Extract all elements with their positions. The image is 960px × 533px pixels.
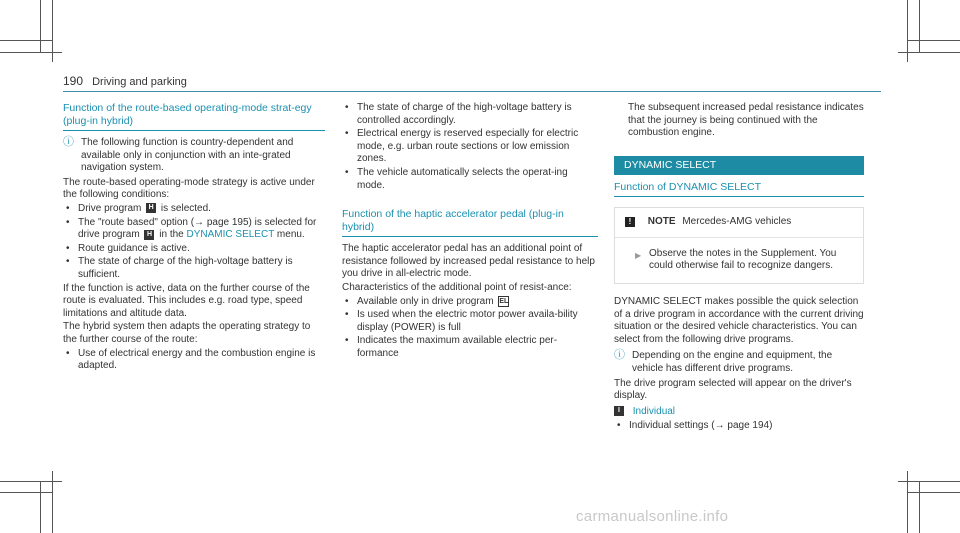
crop-mark [0, 40, 52, 41]
paragraph: The haptic accelerator pedal has an additional point of resistance followed by increased pedal resistance to help you drive in all-electric mode. [342, 243, 595, 280]
paragraph: If the function is active, data on the further course of the route is evaluated. This includes e.g. road type, speed limitations and altitude data. [63, 282, 310, 319]
crop-mark [908, 492, 960, 493]
section-banner: DYNAMIC SELECT [614, 156, 864, 175]
heading-rule [63, 130, 325, 131]
list-item: • Electrical energy is reserved especially for electric mode, e.g. urban route sections or low emission zones. [342, 128, 598, 166]
crop-mark [898, 52, 960, 53]
crop-mark [919, 481, 920, 533]
note-title: Mercedes-AMG vehicles [682, 216, 792, 228]
arrow-icon: ▶ [635, 250, 642, 260]
heading-rule [614, 196, 864, 197]
crop-mark [0, 481, 62, 482]
list-item: • Is used when the electric motor power availa-bility display (POWER) is full [342, 309, 598, 334]
note-text: Depending on the engine and equipment, the vehicle has different drive programs. [632, 350, 833, 375]
list-item: • The state of charge of the high-voltage battery is controlled accordingly. [342, 102, 598, 127]
column-1 [63, 102, 325, 374]
section-heading: Function of DYNAMIC SELECT [614, 180, 762, 193]
crop-mark [919, 0, 920, 52]
note-label: NOTE [647, 216, 676, 228]
electric-program-icon: EL [499, 297, 509, 305]
program-entry [614, 406, 864, 419]
list-item: • The "route based" option (→ page 195) is selected for drive program H in the DYNAMIC SELECT menu. [63, 217, 325, 242]
crop-mark [0, 492, 52, 493]
info-icon: ⓘ [614, 349, 625, 362]
list-item: • Indicates the maximum available electric per-formance [342, 335, 598, 360]
list-item: • Route guidance is active. [63, 243, 325, 256]
warning-icon: ! [625, 217, 635, 227]
crop-mark [40, 0, 41, 52]
note-box [614, 207, 864, 284]
column-2 [342, 102, 598, 362]
list-item: • Use of electrical energy and the combustion engine is adapted. [63, 348, 325, 373]
note-header [615, 208, 863, 238]
section-heading: Function of the haptic accelerator pedal (plug-in hybrid) [342, 208, 564, 233]
crop-mark [908, 40, 960, 41]
paragraph: The subsequent increased pedal resistance indicates that the journey is being continued with the combustion engine. [628, 102, 864, 139]
page-header [63, 74, 187, 88]
individual-program-icon: I [614, 406, 624, 416]
paragraph: The drive program selected will appear on the driver's display. [614, 377, 852, 402]
list-item: • Available only in drive program EL [342, 296, 598, 309]
info-icon: ⓘ [63, 136, 74, 148]
watermark: carmanualsonline.info [576, 508, 729, 525]
program-label: Individual [632, 405, 676, 417]
header-rule [63, 91, 881, 92]
hybrid-program-icon: H [144, 230, 154, 240]
crop-mark [40, 481, 41, 533]
info-note [614, 350, 864, 375]
list-item: • Individual settings (→ page 194) [614, 420, 864, 433]
column-3 [614, 102, 864, 434]
note-body [615, 238, 863, 283]
note-text: Observe the notes in the Supplement. You could otherwise fail to recognize dangers. [649, 247, 837, 272]
crop-mark [898, 481, 960, 482]
note-text: The following function is country-dependent and available only in conjunction with an inte-grated navigation system. [81, 137, 294, 174]
paragraph: Characteristics of the additional point of resist-ance: [342, 281, 572, 293]
dynamic-select-link[interactable]: DYNAMIC SELECT [186, 229, 275, 241]
hybrid-program-icon: H [146, 203, 156, 213]
page-number: 190 [63, 74, 84, 88]
crop-mark [0, 52, 62, 53]
heading-rule [342, 236, 598, 237]
info-note [63, 137, 325, 175]
section-heading: Function of the route-based operating-mode strat-egy (plug-in hybrid) [63, 102, 312, 127]
list-item: • The state of charge of the high-voltage battery is sufficient. [63, 256, 325, 281]
section-title: Driving and parking [92, 76, 187, 88]
paragraph: DYNAMIC SELECT makes possible the quick selection of a drive program in accordance with the current driving situation or the desired vehicle characteristics. You can select from the following drive programs. [614, 296, 864, 345]
list-item: • Drive program H is selected. [63, 203, 325, 216]
list-item: • The vehicle automatically selects the operat-ing mode. [342, 167, 598, 192]
paragraph: The hybrid system then adapts the operating strategy to the further course of the route: [63, 321, 311, 345]
paragraph: The route-based operating-mode strategy is active under the following conditions: [63, 176, 315, 201]
